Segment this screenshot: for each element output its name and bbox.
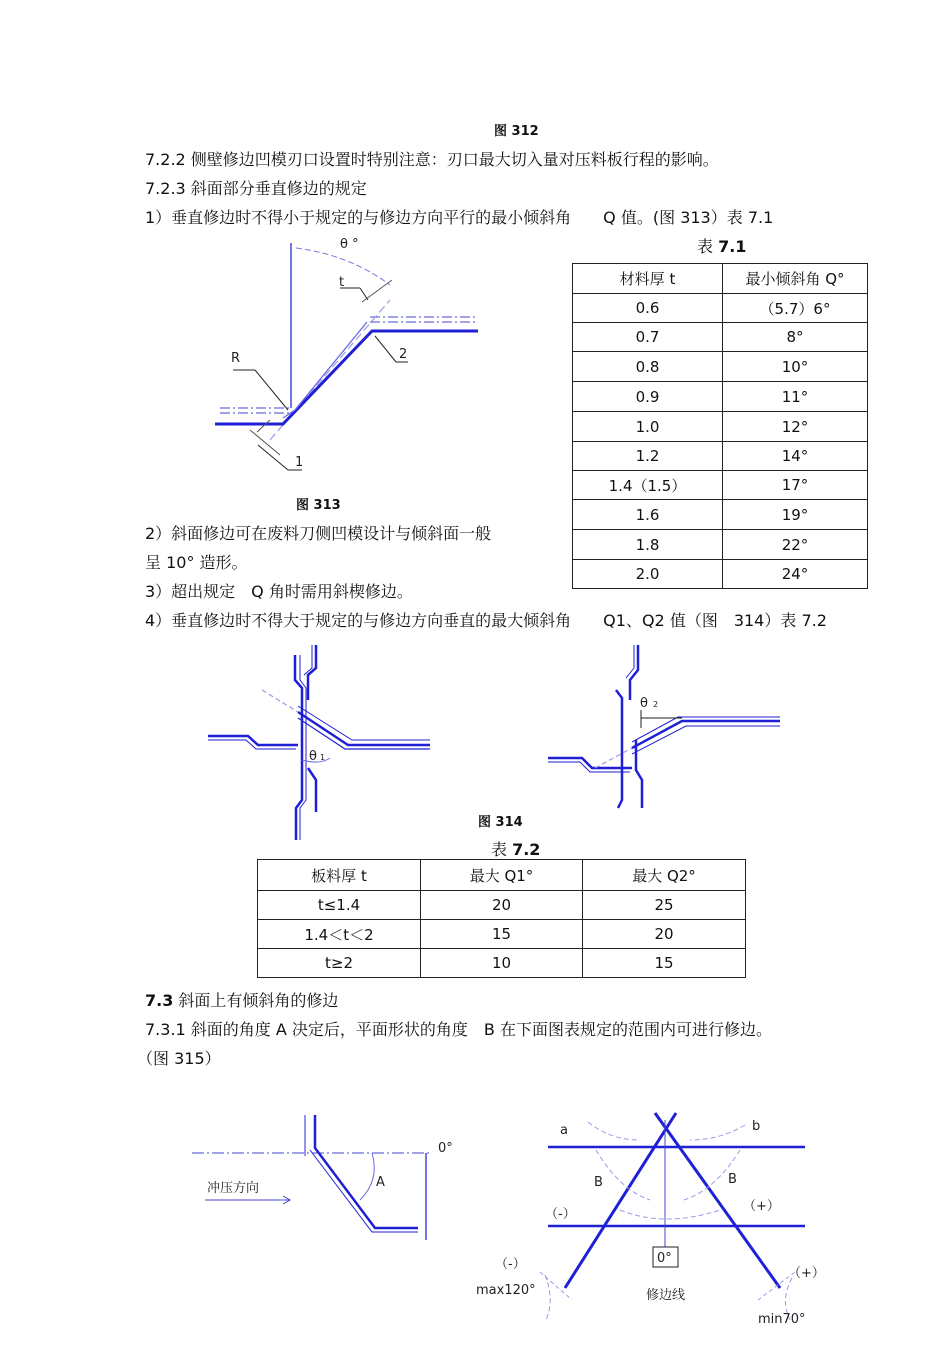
fig315-minus-1: （-） [545, 1207, 576, 1222]
section-7-3-title: 斜面上有倾斜角的修边 [173, 991, 339, 1010]
table-cell: 2.0 [573, 560, 723, 589]
table-cell: 1.4（1.5） [573, 471, 723, 500]
fig313-theta-label: θ ° [340, 237, 359, 252]
fig312-caption: 图 312 [494, 124, 539, 139]
fig315-a-label: a [560, 1123, 568, 1138]
paragraph-item-1: 1）垂直修边时不得小于规定的与修边方向平行的最小倾斜角 Q 值。(图 313）表 7.1 [145, 208, 774, 227]
table-header-cell: 材料厚 t [573, 264, 723, 294]
fig315-B-right-label: B [728, 1172, 737, 1187]
table-cell: 19° [723, 500, 868, 530]
paragraph-item-3: 3）超出规定 Q 角时需用斜楔修边。 [145, 582, 413, 601]
table-cell: 0.7 [573, 323, 723, 352]
fig315-trim-line-label: 修边线 [646, 1288, 686, 1303]
table-cell: 10° [723, 352, 868, 382]
table-cell: 25 [583, 891, 746, 920]
table-cell: 0.6 [573, 294, 723, 323]
table-cell: 12° [723, 412, 868, 442]
fig314-caption: 图 314 [478, 815, 523, 830]
fig315-max-label: max120° [476, 1283, 536, 1298]
fig315-plus-1: （+） [743, 1199, 780, 1214]
fig313-1-label: 1 [295, 455, 304, 470]
table-cell: 0.9 [573, 382, 723, 412]
table-cell: t≤1.4 [258, 891, 421, 920]
table-cell: t≥2 [258, 949, 421, 978]
fig313-2-label: 2 [399, 347, 408, 362]
table-cell: 1.0 [573, 412, 723, 442]
section-7-3-number: 7.3 [145, 991, 174, 1010]
table-cell: 0.8 [573, 352, 723, 382]
table-cell: 14° [723, 442, 868, 471]
table71-title-prefix: 表 [697, 237, 719, 256]
table-cell: 8° [723, 323, 868, 352]
table72-title-prefix: 表 [491, 840, 513, 859]
paragraph-item-2a: 2）斜面修边可在废料刀侧凹模设计与倾斜面一般 [145, 524, 492, 543]
table-cell: 10 [421, 949, 583, 978]
table-cell: 1.6 [573, 500, 723, 530]
table71-title-number: 7.1 [718, 237, 747, 256]
table-header-cell: 最大 Q2° [583, 860, 746, 891]
paragraph-item-4: 4）垂直修边时不得大于规定的与修边方向垂直的最大倾斜角 Q1、Q2 值（图 314）表 7.2 [145, 611, 827, 630]
fig315-A-label: A [376, 1175, 385, 1190]
table-cell: 20 [583, 920, 746, 949]
fig315-zero-left: 0° [438, 1141, 453, 1156]
fig313-t-label: t [339, 275, 345, 290]
fig313-caption: 图 313 [296, 498, 341, 513]
table-cell: 1.8 [573, 530, 723, 560]
table72-title-number: 7.2 [512, 840, 541, 859]
fig315-plus-2: （+） [788, 1266, 825, 1281]
paragraph-7-3-1-ref: （图 315） [137, 1049, 221, 1068]
fig315-minus-2: （-） [495, 1257, 526, 1272]
fig313-r-label: R [231, 351, 241, 366]
fig315-min-label: min70° [758, 1312, 806, 1327]
fig315-press-direction: 冲压方向 [207, 1181, 260, 1196]
table-cell: 20 [421, 891, 583, 920]
table-cell: 1.2 [573, 442, 723, 471]
table-cell: 22° [723, 530, 868, 560]
fig314-theta2-label: θ [640, 696, 648, 711]
table-cell: 15 [583, 949, 746, 978]
table-cell: 11° [723, 382, 868, 412]
fig315-zero-box-label: 0° [657, 1251, 672, 1266]
table-cell: 24° [723, 560, 868, 589]
table-cell: 1.4＜t＜2 [258, 920, 421, 949]
table-cell: 15 [421, 920, 583, 949]
table-header-cell: 最小倾斜角 Q° [723, 264, 868, 294]
fig315-B-left-label: B [594, 1175, 603, 1190]
fig315-b-label: b [752, 1119, 761, 1134]
paragraph-7-3-1: 7.3.1 斜面的角度 A 决定后，平面形状的角度 B 在下面图表规定的范围内可进行修边。 [145, 1020, 772, 1039]
paragraph-item-2b: 呈 10° 造形。 [145, 553, 248, 572]
fig314-theta2-subscript: 2 [653, 700, 659, 709]
table-cell: （5.7）6° [723, 294, 868, 323]
table-cell: 17° [723, 471, 868, 500]
paragraph-7-2-3: 7.2.3 斜面部分垂直修边的规定 [145, 179, 367, 198]
table-header-cell: 板料厚 t [258, 860, 421, 891]
fig314-theta1-subscript: 1 [320, 753, 326, 762]
table-header-cell: 最大 Q1° [421, 860, 583, 891]
fig314-theta1-label: θ [309, 749, 317, 764]
paragraph-7-2-2: 7.2.2 侧壁修边凹模刃口设置时特别注意：刃口最大切入量对压料板行程的影响。 [145, 150, 719, 169]
